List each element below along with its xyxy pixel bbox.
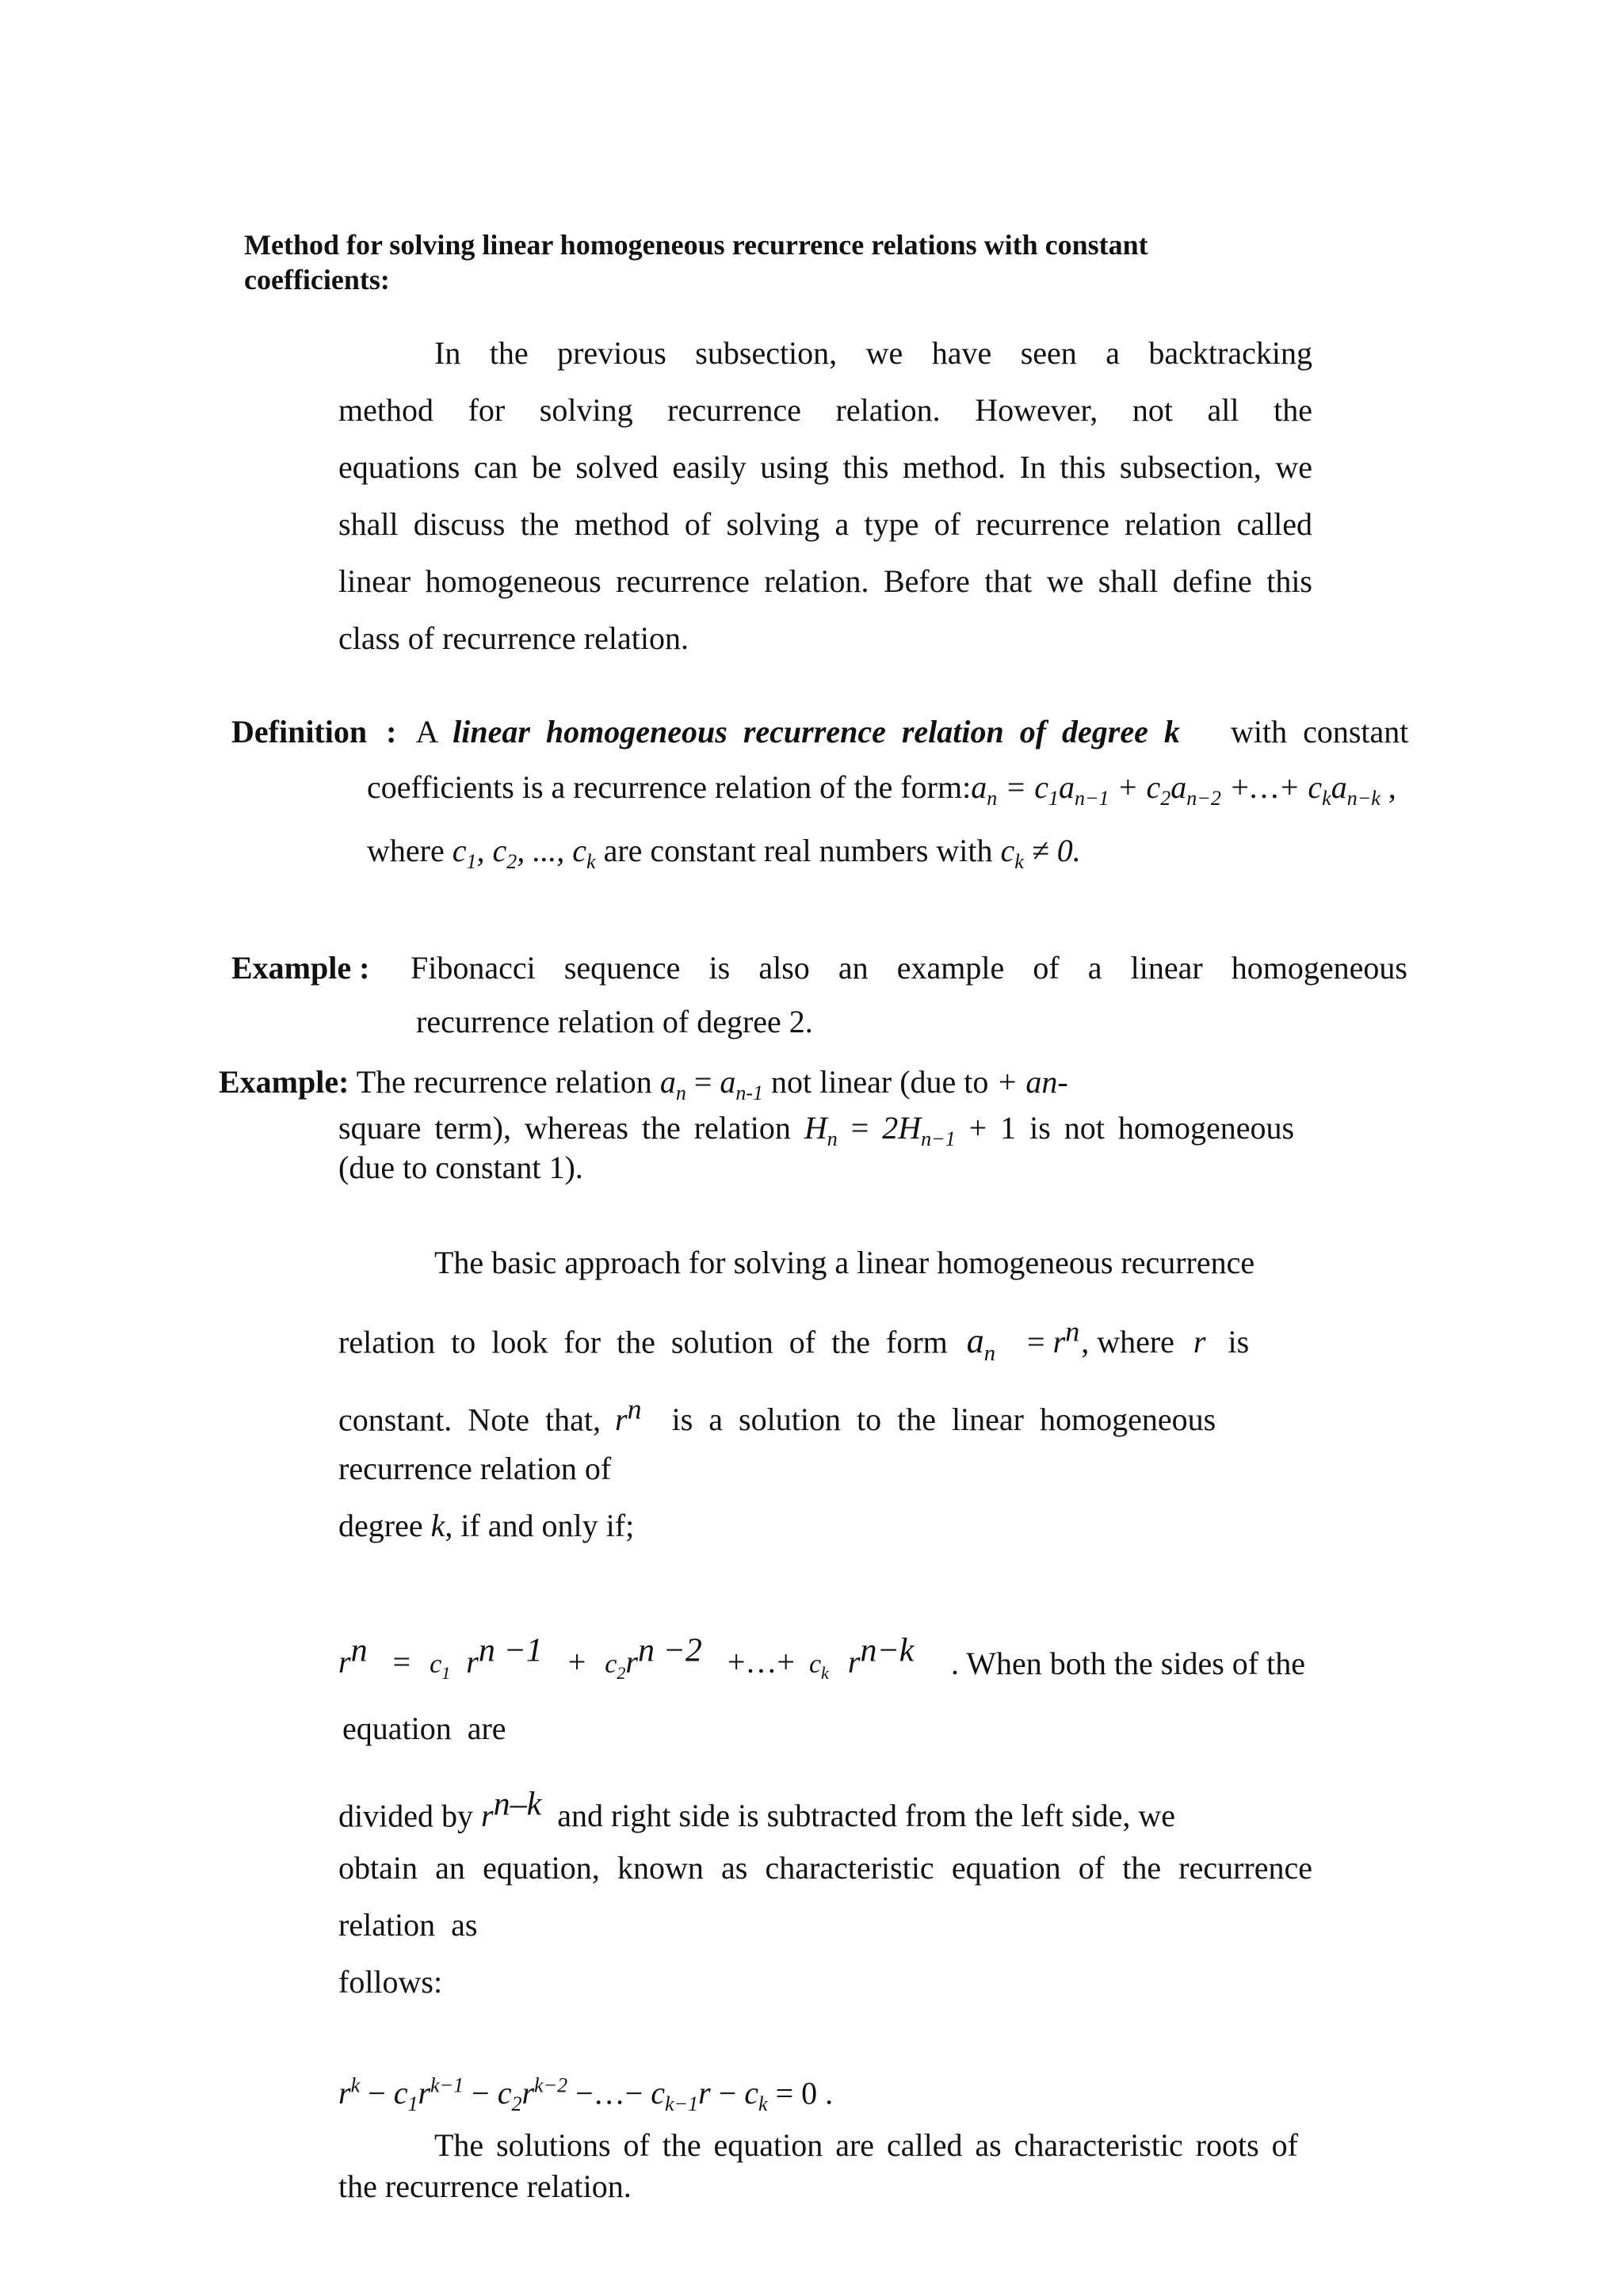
- equation1-formula: $r^n = c_1$ $r^{n -1} + c_2r^{n -2}$ +…+ $c_k$ $r^{n-k}$: [338, 1633, 915, 1684]
- approach-line1: The basic approach for solving a linear homogeneous recurrence: [434, 1245, 1255, 1280]
- intro-line: method for solving recurrence relation. However, not all the: [338, 392, 1312, 428]
- divided-rest: and right side is subtracted from the left side, we: [557, 1798, 1176, 1834]
- definition-term: linear homogeneous recurrence relation of degree k: [453, 714, 1180, 749]
- approach-iff: , if and only if;: [445, 1508, 635, 1543]
- approach-line3-rest: is a solution to the linear homogeneous: [671, 1402, 1216, 1438]
- definition-article: A: [415, 714, 437, 749]
- divided-line4: follows:: [338, 1964, 443, 2000]
- equation1-line2: equation are: [342, 1711, 506, 1746]
- coefficient-list: $c_1$, $c_2$, ..., $c_k$: [452, 833, 596, 873]
- approach-line2-text: relation to look for the solution of the form: [338, 1324, 948, 1360]
- approach-line3-text: constant. Note that,: [338, 1402, 601, 1438]
- approach-line4: recurrence relation of: [338, 1451, 612, 1486]
- divided-line2: obtain an equation, known as characteristic equation of the recurrence: [338, 1850, 1312, 1886]
- approach-line3: [338, 1393, 1216, 1438]
- intro-line: class of recurrence relation.: [338, 620, 689, 656]
- intro-line: equations can be solved easily using this method. In this subsection, we: [338, 449, 1312, 485]
- conclusion-line2: the recurrence relation.: [338, 2168, 632, 2204]
- divided-line1: [338, 1786, 1175, 1834]
- variable-k: k: [430, 1508, 445, 1543]
- example2-text: The recurrence relation: [356, 1064, 652, 1100]
- definition-colon: :: [386, 714, 397, 749]
- characteristic-equation: $r^k - c_1r^{k-1} - c_2r^{k-2}$ −…− $c_{k-1}r - c_k = 0$ .: [338, 2074, 834, 2116]
- definition-line3: [367, 832, 1081, 874]
- example2-formula-rhs: $a_{n-1}$: [720, 1064, 764, 1104]
- section-heading-line2: coefficients:: [244, 264, 390, 296]
- divided-text: divided by: [338, 1798, 473, 1834]
- approach-line2: relation to look for the solution of the form $a_n = r^n$, where r is: [338, 1316, 1250, 1367]
- recurrence-formula: $a_n = c_1a_{n-1} + c_2a_{n-2}$ +…+ $c_ka_{n-k}$: [971, 769, 1381, 810]
- conclusion-line1: The solutions of the equation are called as characteristic roots of: [434, 2127, 1298, 2163]
- definition-label: Definition: [231, 714, 368, 749]
- example1-line2: recurrence relation of degree 2.: [416, 1004, 813, 1039]
- example2-trailing: + an-: [996, 1064, 1068, 1100]
- example2-line3: (due to constant 1).: [338, 1150, 583, 1185]
- approach-line2-is: is: [1228, 1324, 1250, 1360]
- section-heading-line1: Method for solving linear homogeneous recurrence relations with constant: [244, 229, 1148, 261]
- example2-line2: square term), whereas the relation $H_n = 2H_{n-1} + 1$ is not homogeneous: [338, 1110, 1295, 1150]
- nonzero-condition: $c_k \ne 0$.: [1000, 833, 1081, 873]
- form-rn: $r^n$: [1052, 1316, 1080, 1360]
- example2-line2-end: is not homogeneous: [1029, 1110, 1295, 1146]
- equation1-tail: . When both the sides of the: [951, 1646, 1305, 1681]
- example2-label: Example:: [219, 1064, 349, 1100]
- solution-rn: $r^n$: [615, 1394, 642, 1438]
- variable-r: r: [1193, 1324, 1206, 1360]
- definition-where: where: [367, 833, 445, 868]
- definition-form-text: coefficients is a recurrence relation of the form:: [367, 769, 972, 805]
- example2-formula: $a_n$: [659, 1064, 686, 1104]
- intro-line: shall discuss the method of solving a type of recurrence relation called: [338, 506, 1312, 542]
- intro-line: In the previous subsection, we have seen a backtracking: [434, 335, 1312, 371]
- definition-line1: [231, 713, 1180, 750]
- harmonic-relation: $H_n$: [804, 1110, 838, 1150]
- example2-mid: not linear (due to: [771, 1064, 989, 1100]
- definition-line2: coefficients is a recurrence relation of the $form:a_n = c_1a_{n-1} + c_2a_{n-2}$ +…+ $c_ka_{n-k}$ ,: [367, 769, 1396, 810]
- definition-with-constant: with constant: [1231, 714, 1409, 749]
- approach-line5: [338, 1507, 634, 1544]
- example2-line1: Example: The recurrence relation $a_n = a_{n-1}$ not linear (due to + an-: [219, 1064, 1068, 1104]
- form-an: $a_n$: [966, 1322, 996, 1367]
- equation1-lhs: $r^n$: [338, 1633, 368, 1680]
- approach-degree: degree: [338, 1508, 423, 1543]
- example2-line2-text: square term), whereas the relation: [338, 1110, 791, 1146]
- divided-line3: relation as: [338, 1907, 478, 1943]
- approach-line2-where: , where: [1081, 1324, 1174, 1360]
- divisor-r-n-k: $r^{n-k}$: [480, 1787, 542, 1834]
- intro-line: linear homogeneous recurrence relation. Before that we shall define this: [338, 563, 1312, 599]
- example1-label: Example :: [231, 950, 370, 986]
- definition-constant-text: are constant real numbers with: [603, 833, 993, 868]
- example1-line1: Fibonacci sequence is also an example of a linear homogeneous: [411, 950, 1407, 986]
